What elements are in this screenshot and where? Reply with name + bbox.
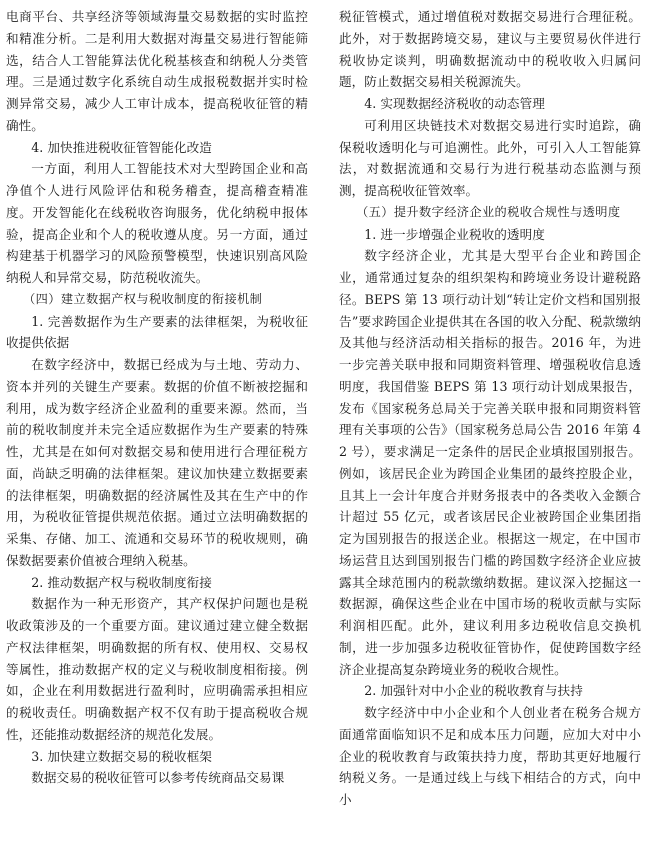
subsection-heading: 1. 进一步增强企业税收的透明度 [364,226,545,242]
left-column [6,6,308,789]
paragraph: 在数字经济中，数据已经成为与土地、劳动力、资本并列的关键生产要素。数据的价值不断被挖掘和利用，成为数字经济企业盈利的重要来源。然而，当前的税收制度并未完全适应数据作为生产要素的特殊性，尤其是在如何对数据交易和使用进行合理征税方面，尚缺乏明确的法律框架。建议加快建立数据要素的法律框架，明确数据的经济属性及其在生产中的作用，为税收征管提供规范依据。通过立法明确数据的采集、存储、加工、流通和交易环节的税收规则，确保数据要素价值被合理纳入税基。 [6,357,308,568]
paragraph: 数据交易的税收征管可以参考传统商品交易课 [31,770,285,786]
paragraph: 电商平台、共享经济等领域海量交易数据的实时监控和精准分析。二是利用大数据对海量交易进行智能筛选，结合人工智能算法优化税基核查和纳税人分类管理。三是通过数字化系统自动生成报税数据并实时检测异常交易，减少人工审计成本，提高税收征管的精确性。 [6,9,308,133]
subsection-heading: 4. 实现数据经济税收的动态管理 [364,96,545,111]
paragraph: 一方面，利用人工智能技术对大型跨国企业和高净值个人进行风险评估和税务稽查，提高稽查精准度。开发智能化在线税收咨询服务，优化纳税申报体验，提高企业和个人的税收遵从度。另一方面，通过构建基于机器学习的风险预警模型，快速识别高风险纳税人和异常交易，防范税收流失。 [6,161,308,285]
paragraph: 数据作为一种无形资产，其产权保护问题也是税收政策涉及的一个重要方面。建议通过建立健全数据产权法律框架，明确数据的所有权、使用权、交易权等属性，推动数据产权的定义与税收制度相衔接。例如，企业在利用数据进行盈利时，应明确需承担相应的税收责任。明确数据产权不仅有助于提高税收合规性，还能推动数据经济的规范化发展。 [6,596,308,742]
section-heading: （四）建立数据产权与税收制度的衔接机制 [23,291,263,306]
paragraph: 可利用区块链技术对数据交易进行实时追踪，确保税收透明化与可追溯性。此外，可引入人工智能算法，对数据流通和交易行为进行税基动态监测与预测，提高税收征管效率。 [339,117,641,198]
section-heading: （五）提升数字经济企业的税收合规性与透明度 [356,204,621,219]
paragraph: 数字经济企业，尤其是大型平台企业和跨国企业，通常通过复杂的组织架构和跨境业务设计避税路径。BEPS 第 13 项行动计划“转让定价文档和国别报告”要求跨国企业提供其在各国的收入分配、税款缴纳及其他与经济活动相关指标的报告。2016 年，为进一步完善关联申报和同期资料管理、增强税收信息透明度，我国借鉴 BEPS 第 13 项行动计划成果报告，发布《国家税务总局关于完善关联申报和同期资料管理有关事项的公告》（国家税务总局公告 2016 年第 42 号），要求满足一定条件的居民企业填报国别报告。例如，该居民企业为跨国企业集团的最终控股企业，且其上一会计年度合并财务报表中的各类收入金额合计超过 55 亿元，或者该居民企业被跨国企业集团指定为国别报告的报送企业。根据这一规定，在中国市场运营且达到国别报告门槛的跨国数字经济企业应披露其全球范围内的税款缴纳数据。建议深入挖掘这一数据源，确保这些企业在中国市场的税收贡献与实际利润相匹配。此外，建议利用多边税收信息交换机制，进一步加强多边税收征管协作，促使跨国数字经济企业提高复杂跨境业务的税收合规性。 [339,248,641,677]
right-column [339,6,641,811]
subsection-heading: 1. 完善数据作为生产要素的法律框架，为税收征收提供依据 [6,313,308,351]
subsection-heading: 2. 加强针对中小企业的税收教育与扶持 [364,683,583,699]
paragraph: 税征管模式，通过增值税对数据交易进行合理征税。此外，对于数据跨境交易，建议与主要贸易伙伴进行税收协定谈判，明确数据流动中的税收收入归属问题，防止数据交易相关税源流失。 [339,9,641,90]
subsection-heading: 4. 加快推进税收征管智能化改造 [31,139,212,155]
paragraph: 数字经济中中小企业和个人创业者在税务合规方面通常面临知识不足和成本压力问题，应加大对中小企业的税收教育与政策扶持力度，帮助其更好地履行纳税义务。一是通过线上与线下相结合的方式，向中小 [339,705,641,807]
subsection-heading: 3. 加快建立数据交易的税收框架 [31,748,212,764]
subsection-heading: 2. 推动数据产权与税收制度衔接 [31,574,212,590]
